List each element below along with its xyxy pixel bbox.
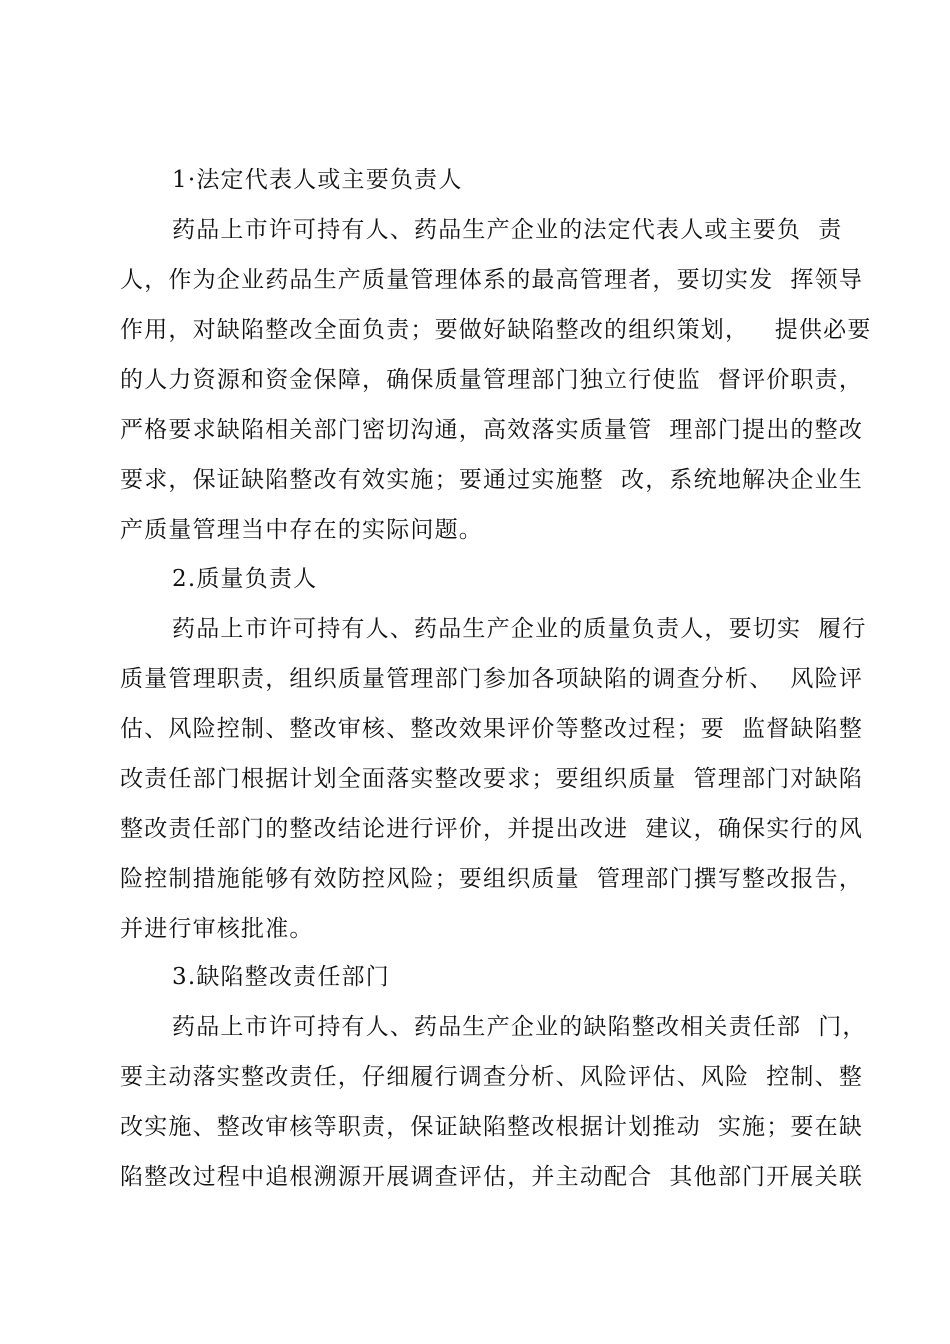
section-2-paragraph-line: 质量管理职责，组织质量管理部门参加各项缺陷的调查分析、 风险评 <box>120 666 864 692</box>
section-2-paragraph-line: 并进行审核批准。 <box>120 916 314 942</box>
section-3-heading: 3.缺陷整改责任部门 <box>172 964 390 990</box>
section-1-heading: 1·法定代表人或主要负责人 <box>172 167 463 193</box>
section-1-paragraph-line: 药品上市许可持有人、药品生产企业的法定代表人或主要负 责 <box>172 217 843 243</box>
section-3-paragraph-line: 改实施、整改审核等职责，保证缺陷整改根据计划推动 实施；要在缺 <box>120 1114 864 1140</box>
section-2-paragraph-line: 药品上市许可持有人、药品生产企业的质量负责人，要切实 履行 <box>172 616 867 642</box>
section-2-paragraph-line: 估、风险控制、整改审核、整改效果评价等整改过程；要 监督缺陷整 <box>120 716 864 742</box>
section-1-paragraph-line: 严格要求缺陷相关部门密切沟通，高效落实质量管 理部门提出的整改 <box>120 417 864 443</box>
section-3-paragraph-line: 陷整改过程中追根溯源开展调查评估，并主动配合 其他部门开展关联 <box>120 1164 864 1190</box>
section-2-paragraph-line: 险控制措施能够有效防控风险；要组织质量 管理部门撰写整改报告， <box>120 866 864 892</box>
section-1-paragraph-line: 作用，对缺陷整改全面负责；要做好缺陷整改的组织策划， 提供必要 <box>120 317 872 343</box>
section-1-paragraph-line: 产质量管理当中存在的实际问题。 <box>120 517 483 543</box>
section-2-paragraph-line: 改责任部门根据计划全面落实整改要求；要组织质量 管理部门对缺陷 <box>120 766 864 792</box>
section-2-heading: 2.质量负责人 <box>172 566 318 592</box>
section-1-paragraph-line: 的人力资源和资金保障，确保质量管理部门独立行使监 督评价职责， <box>120 367 864 393</box>
section-3-paragraph-line: 药品上市许可持有人、药品生产企业的缺陷整改相关责任部 门， <box>172 1014 867 1040</box>
section-1-paragraph-line: 要求，保证缺陷整改有效实施；要通过实施整 改，系统地解决企业生 <box>120 467 864 493</box>
section-1-paragraph-line: 人，作为企业药品生产质量管理体系的最高管理者，要切实发 挥领导 <box>120 267 864 293</box>
section-2-paragraph-line: 整改责任部门的整改结论进行评价，并提出改进 建议，确保实行的风 <box>120 816 864 842</box>
section-3-paragraph-line: 要主动落实整改责任，仔细履行调查分析、风险评估、风险 控制、整 <box>120 1064 864 1090</box>
